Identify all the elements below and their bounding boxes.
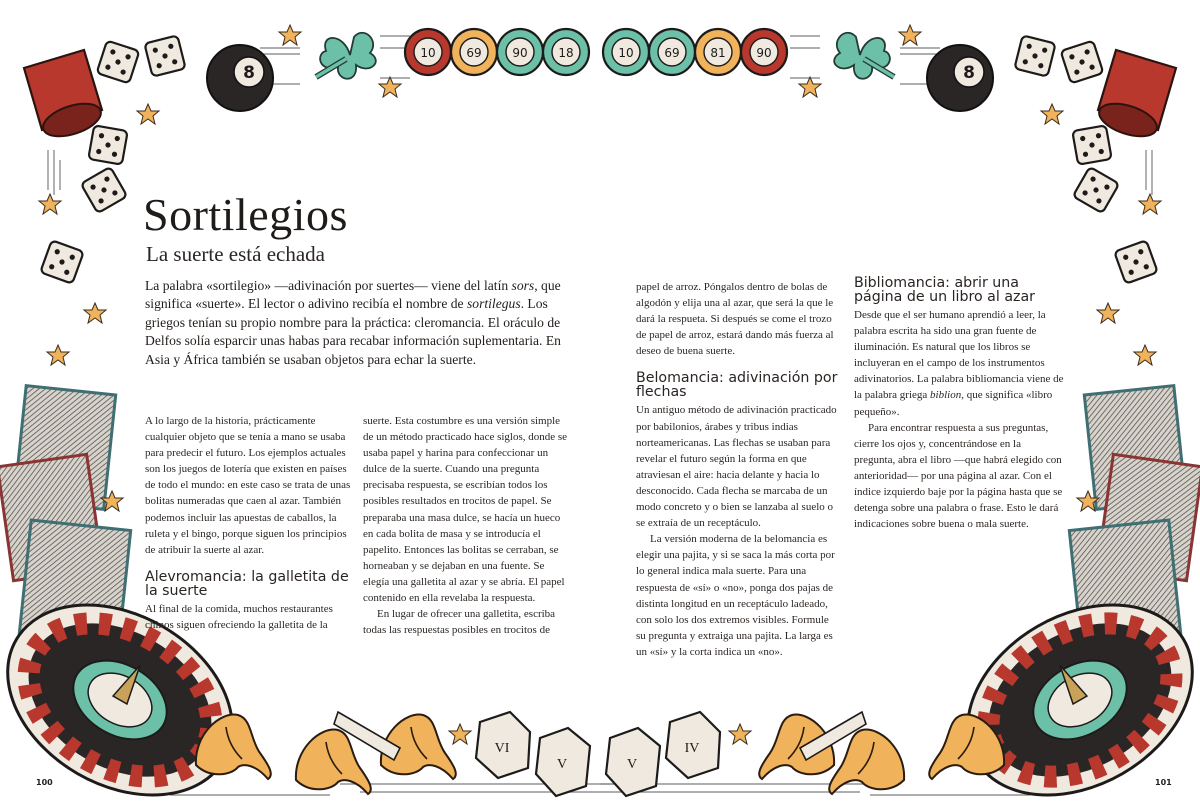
section-heading-bibliomancia: Bibliomancia: abrir una página de un libro al azar <box>854 275 1035 305</box>
svg-text:90: 90 <box>512 46 528 60</box>
section-heading-belomancia: Belomancia: adivinación por flechas <box>636 370 838 401</box>
body-paragraph: Para encontrar respuesta a sus preguntas, cierre los ojos y, concentrándose en la pregunta, abra el libro —que habrá elegido con anterioridad— por una página al azar. Con el índice izquierdo baje por la página hasta que se detenga sobre una palabra o frase. Esto le dará indicaciones sobre buena o mala suerte. <box>854 421 1063 531</box>
svg-text:8: 8 <box>243 63 255 83</box>
column-3 <box>636 279 840 660</box>
page-number-right: 101 <box>1155 778 1172 787</box>
svg-text:69: 69 <box>664 46 680 60</box>
intro-paragraph: La palabra «sortilegio» —adivinación por suertes— viene del latín sors, que significa «suerte». El lector o adivino recibía el nombre de sortilegus. Los griegos tenían su propio nombre para la práctica: cleromancia. El oráculo de Delfos solía esparcir unas habas para recabar información suplementaria. En Asia y África también se usaban objetos para echar la suerte. <box>145 278 561 367</box>
eight-ball-icon <box>207 45 273 111</box>
body-paragraph: Desde que el ser humano aprendió a leer, la palabra escrita ha sido una gran fuente de iluminación. Es natural que los libros se incluyeran en el campo de los instrumentos adivinatorios. La palabra bibliomancia viene de la palabra griega biblion, que significa «libro pequeño». <box>854 309 1064 418</box>
svg-text:18: 18 <box>558 46 574 60</box>
svg-text:V: V <box>556 757 568 772</box>
die-icon <box>144 35 185 76</box>
svg-text:8: 8 <box>963 63 975 83</box>
die-icon <box>97 41 140 84</box>
page-number-left: 100 <box>36 778 53 787</box>
page-subtitle: La suerte está echada <box>146 242 325 266</box>
svg-text:V: V <box>626 757 638 772</box>
clover-icon <box>316 33 376 79</box>
svg-text:IV: IV <box>684 741 700 756</box>
lottery-balls <box>405 29 787 75</box>
svg-text:10: 10 <box>618 46 634 60</box>
body-paragraph: La versión moderna de la belomancia es elegir una pajita, y si se saca la más corta por lo general indica mala suerte. Para una respuesta de «sí» o «no», ponga dos pajas de distinta longitud en un receptáculo ladeado, con solo los dos extremos visibles. Formule su pregunta y extraiga una pajita. La larga es un «sí» y la corta indica un «no». <box>636 533 835 658</box>
body-paragraph: papel de arroz. Póngalos dentro de bolas de algodón y elija una al azar, que será la que le dará la respueta. Si después se come el trozo de papel de arroz, estará dando más fuerza al deseo de buena suerte. <box>636 281 834 358</box>
column-1 <box>145 413 355 633</box>
svg-text:69: 69 <box>466 46 482 60</box>
svg-text:81: 81 <box>710 46 726 60</box>
body-paragraph: Al final de la comida, muchos restaurantes chinos siguen ofreciendo la galletita de la <box>145 602 333 631</box>
section-heading-alevromancia: Alevromancia: la galletita de la suerte <box>145 568 349 599</box>
column-4 <box>854 276 1064 532</box>
svg-text:90: 90 <box>756 46 772 60</box>
page-title: Sortilegios <box>143 189 348 240</box>
svg-text:VI: VI <box>494 741 510 756</box>
column-2 <box>363 413 568 638</box>
body-paragraph: En lugar de ofrecer una galletita, escriba todas las respuestas posibles en trocitos de <box>363 608 556 637</box>
body-paragraph: Un antiguo método de adivinación practicado por babilonios, árabes y tribus indias norteamericanas. Las flechas se usaban para revelar el futuro según la forma en que atraviesan el aire: hacia delante y hacia lo desconocido. Cada flecha se marcaba de un modo concreto y o bien se lanzaba al suelo o se extraía de un receptáculo. <box>636 404 837 530</box>
body-paragraph: suerte. Esta costumbre es una versión simple de un método practicado hace siglos, donde se usaba papel y harina para confeccionar un dulce de la suerte. Cuando una pregunta precisaba respuesta, se escribían todos los posibles resultados en trocitos de papel. Se preparaba una masa dulce, se hacía un hueco en cada bolita de masa y se introducía el papelito. Entonces las bolitas se cerraban, se horneaban y se dejaban en una fuente. Se elegía una galletita al azar y se abría. El papel contenido en ella revelaba la respuesta. <box>363 415 568 605</box>
body-paragraph: A lo largo de la historia, prácticamente cualquier objeto que se tenía a mano se usaba para predecir el futuro. Los ejemplos actuales son los juegos de lotería que existen en países de todo el mundo: en este caso se trata de unas bolitas numeradas que caen al azar. También podemos incluir las apuestas de caballos, la ruleta y el bingo, porque siguen los principios de atribuir la suerte al azar. <box>145 415 351 556</box>
svg-text:10: 10 <box>420 46 436 60</box>
